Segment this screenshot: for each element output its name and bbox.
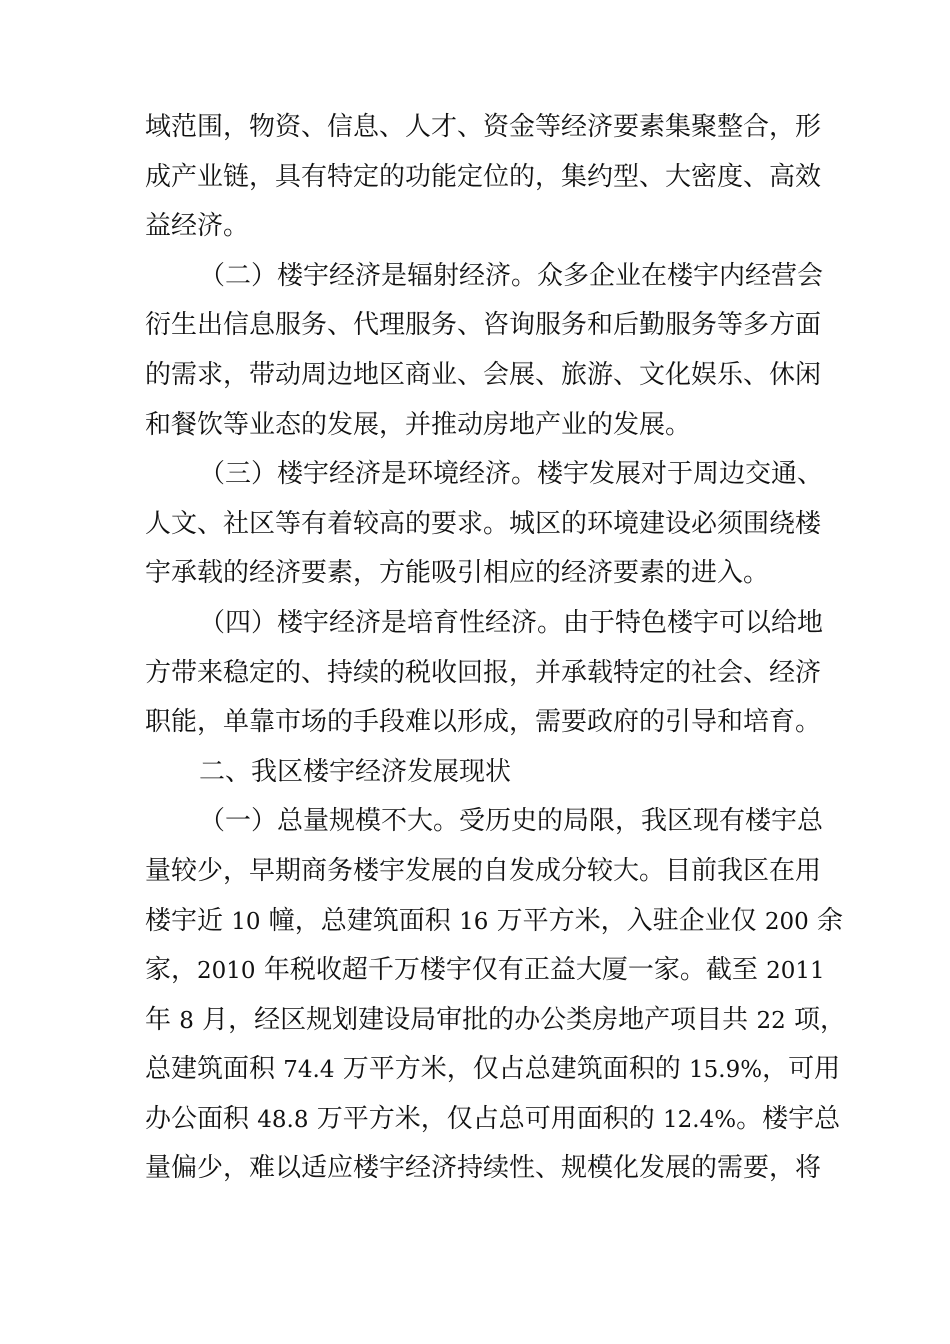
text-line-11: （四）楼宇经济是培育性经济。由于特色楼宇可以给地 bbox=[199, 607, 824, 638]
text-line-18: 家，2010 年税收超千万楼宇仅有正益大厦一家。截至 2011 bbox=[145, 955, 825, 986]
text-line-9: 人文、社区等有着较高的要求。城区的环境建设必须围绕楼 bbox=[145, 508, 822, 539]
section-heading: 二、我区楼宇经济发展现状 bbox=[199, 756, 512, 787]
text-line-16: 量较少，早期商务楼宇发展的自发成分较大。目前我区在用 bbox=[145, 855, 822, 886]
document-body bbox=[145, 103, 846, 1194]
text-line-19: 年 8 月，经区规划建设局审批的办公类房地产项目共 22 项， bbox=[145, 1004, 846, 1035]
text-line-10: 宇承载的经济要素，方能吸引相应的经济要素的进入。 bbox=[145, 558, 770, 589]
text-line-6: 的需求，带动周边地区商业、会展、旅游、文化娱乐、休闲 bbox=[145, 359, 822, 390]
text-line-20: 总建筑面积 74.4 万平方米，仅占总建筑面积的 15.9%，可用 bbox=[145, 1054, 841, 1085]
text-line-5: 衍生出信息服务、代理服务、咨询服务和后勤服务等多方面 bbox=[145, 310, 822, 341]
text-line-3: 益经济。 bbox=[145, 211, 250, 242]
text-line-7: 和餐饮等业态的发展，并推动房地产业的发展。 bbox=[145, 409, 692, 440]
text-line-12: 方带来稳定的、持续的税收回报，并承载特定的社会、经济 bbox=[145, 657, 822, 688]
text-line-22: 量偏少，难以适应楼宇经济持续性、规模化发展的需要，将 bbox=[145, 1153, 822, 1184]
text-line-21: 办公面积 48.8 万平方米，仅占总可用面积的 12.4%。楼宇总 bbox=[145, 1103, 841, 1134]
text-line-4: （二）楼宇经济是辐射经济。众多企业在楼宇内经营会 bbox=[199, 260, 824, 291]
text-line-2: 成产业链，具有特定的功能定位的，集约型、大密度、高效 bbox=[145, 161, 822, 192]
text-line-1: 域范围，物资、信息、人才、资金等经济要素集聚整合，形 bbox=[145, 112, 822, 142]
text-line-13: 职能，单靠市场的手段难以形成，需要政府的引导和培育。 bbox=[145, 707, 822, 738]
text-line-15: （一）总量规模不大。受历史的局限，我区现有楼宇总 bbox=[199, 806, 824, 837]
text-line-17: 楼宇近 10 幢，总建筑面积 16 万平方米，入驻企业仅 200 余 bbox=[145, 905, 844, 936]
text-line-8: （三）楼宇经济是环境经济。楼宇发展对于周边交通、 bbox=[199, 459, 824, 490]
